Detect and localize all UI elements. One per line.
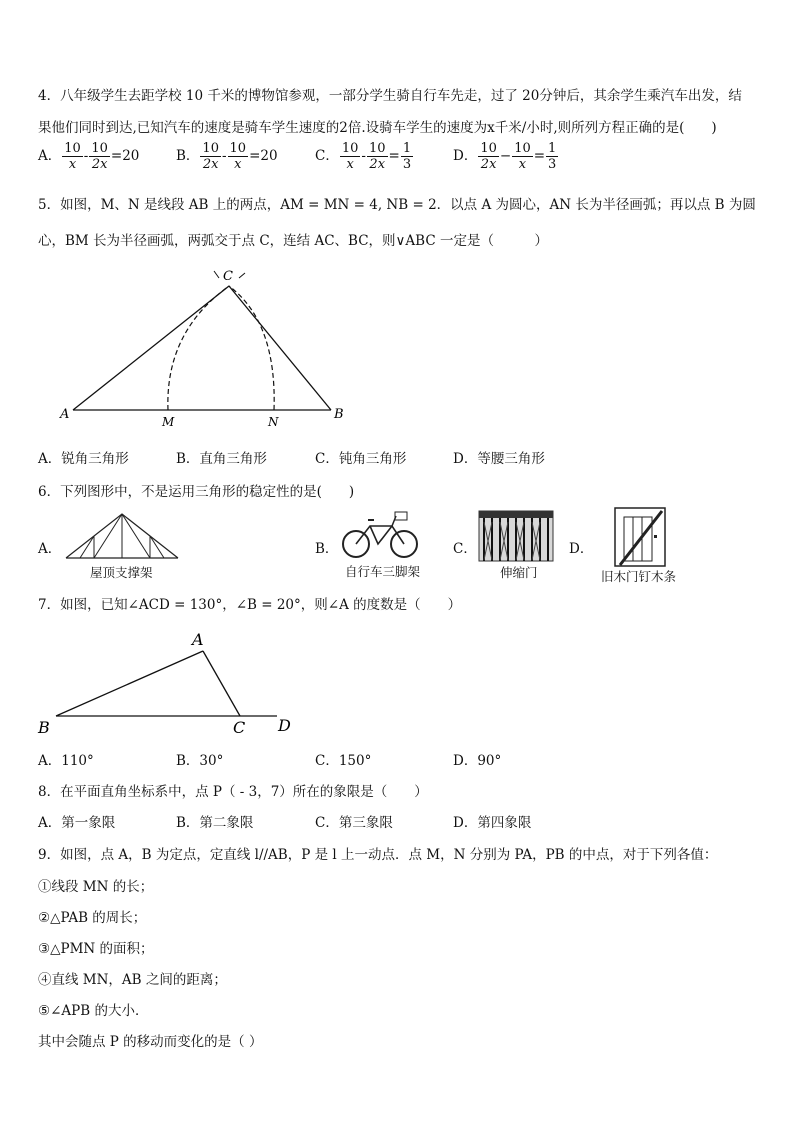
wooden-door-image	[614, 507, 666, 567]
operator: −	[499, 148, 512, 164]
q5-arc-tick-right	[239, 273, 245, 278]
q9-item-2: ②△PAB 的周长；	[38, 910, 147, 926]
q5-side-ac	[73, 286, 229, 410]
roof-truss-image	[62, 510, 182, 562]
q4-option-c	[315, 141, 414, 172]
q4-option-d	[453, 141, 559, 172]
q9-ask: 其中会随点 P 的移动而变化的是（ ）	[38, 1034, 263, 1050]
q9-item-1: ①线段 MN 的长；	[38, 879, 154, 895]
q9-item-3: ③△PMN 的面积；	[38, 941, 154, 957]
q4-option-a	[38, 141, 139, 172]
q7-option-d: D．90°	[453, 753, 502, 769]
q7-option-b: B．30°	[176, 753, 224, 769]
q6-option-b-letter: B．	[315, 541, 339, 557]
q6-text-line1: 6．下列图形中，不是运用三角形的稳定性的是( )	[38, 484, 355, 500]
roof-truss-caption: 屋顶支撑架	[90, 565, 153, 580]
bicycle-image	[340, 510, 420, 560]
q5-label-a: A	[60, 407, 70, 422]
fraction: $\frac{1}{3}$	[402, 141, 412, 172]
q5-label-b: B	[334, 407, 344, 422]
fraction: $\frac{10}{x}$	[64, 141, 81, 172]
q7-side-ba	[56, 651, 203, 716]
q6-option-a-letter: A．	[38, 541, 62, 557]
operator: -	[83, 148, 89, 164]
q7-side-ac	[203, 651, 240, 716]
fraction: $\frac{10}{2x}$	[202, 141, 219, 172]
fraction: $\frac{10}{2x}$	[91, 141, 108, 172]
q7-label-c: C	[233, 718, 246, 737]
q5-arc-from-a	[229, 286, 274, 410]
retractable-gate-caption: 伸缩门	[500, 565, 538, 580]
option-letter: A．	[38, 148, 62, 164]
q5-arc-from-b	[168, 286, 229, 410]
q8-option-d: D．第四象限	[453, 815, 532, 831]
q5-label-m: M	[162, 415, 175, 429]
q5-option-d: D．等腰三角形	[453, 451, 545, 467]
q8-option-b: B．第二象限	[176, 815, 254, 831]
option-letter: B．	[176, 148, 200, 164]
q7-option-a: A．110°	[38, 753, 94, 769]
option-letter: D．	[453, 148, 478, 164]
q5-arc-tick-left	[214, 271, 219, 278]
retractable-gate-image	[478, 510, 554, 562]
q5-option-b: B．直角三角形	[176, 451, 267, 467]
q5-text-line2: 心，BM 长为半径画弧，两弧交于点 C，连结 AC、BC，则∨ABC 一定是（ ）	[38, 233, 548, 249]
q6-option-c-letter: C．	[453, 541, 477, 557]
q4-text-line1: 4．八年级学生去距学校 10 千米的博物馆参观，一部分学生骑自行车先走，过了 20分钟后，其余学生乘汽车出发，结	[38, 88, 742, 104]
q8-option-a: A．第一象限	[38, 815, 116, 831]
q5-side-bc	[229, 286, 331, 410]
q8-text-line1: 8．在平面直角坐标系中，点 P（ - 3，7）所在的象限是（ ）	[38, 784, 428, 800]
q4-text-line2: 果他们同时到达,已知汽车的速度是骑车学生速度的2倍.设骑车学生的速度为x千米/小时,则所列方程正确的是( )	[38, 120, 717, 136]
q7-option-c: C．150°	[315, 753, 372, 769]
right-hand-side: =20	[249, 148, 278, 164]
q5-label-n: N	[268, 415, 279, 429]
fraction: $\frac{10}{2x}$	[480, 141, 497, 172]
equals-sign: =	[533, 148, 546, 164]
wooden-door-caption: 旧木门钉木条	[601, 569, 677, 584]
fraction: $\frac{10}{x}$	[514, 141, 531, 172]
q7-label-b: B	[38, 718, 50, 737]
q9-item-4: ④直线 MN，AB 之间的距离；	[38, 972, 227, 988]
q7-text-line1: 7．如图，已知∠ACD = 130°，∠B = 20°，则∠A 的度数是（ ）	[38, 597, 462, 613]
fraction: $\frac{10}{2x}$	[368, 141, 386, 172]
q7-label-a: A	[192, 630, 204, 649]
q5-text-line1: 5．如图，M、N 是线段 AB 上的两点，AM = MN = 4, NB = 2．以点 A 为圆心，AN 长为半径画弧；再以点 B 为圆	[38, 197, 756, 213]
q6-option-d-letter: D．	[569, 541, 594, 557]
bicycle-caption: 自行车三脚架	[345, 564, 421, 579]
fraction: $\frac{10}{x}$	[229, 141, 247, 172]
q7-label-d: D	[278, 716, 291, 735]
q5-option-a: A．锐角三角形	[38, 451, 129, 467]
q9-text-line1: 9．如图，点 A，B 为定点，定直线 l//AB，P 是 l 上一动点．点 M，N 分别为 PA，PB 的中点，对于下列各值：	[38, 847, 718, 863]
option-letter: C．	[315, 148, 339, 164]
operator: -	[221, 148, 227, 164]
q5-option-c: C．钝角三角形	[315, 451, 407, 467]
right-hand-side: =20	[110, 148, 140, 164]
equals-sign: =	[388, 148, 400, 164]
q8-option-c: C．第三象限	[315, 815, 393, 831]
q5-label-c: C	[223, 269, 233, 284]
q4-option-b	[176, 141, 278, 172]
fraction: $\frac{1}{3}$	[548, 141, 557, 172]
operator: -	[361, 148, 366, 164]
q9-item-5: ⑤∠APB 的大小．	[38, 1003, 149, 1019]
fraction: $\frac{10}{x}$	[341, 141, 359, 172]
